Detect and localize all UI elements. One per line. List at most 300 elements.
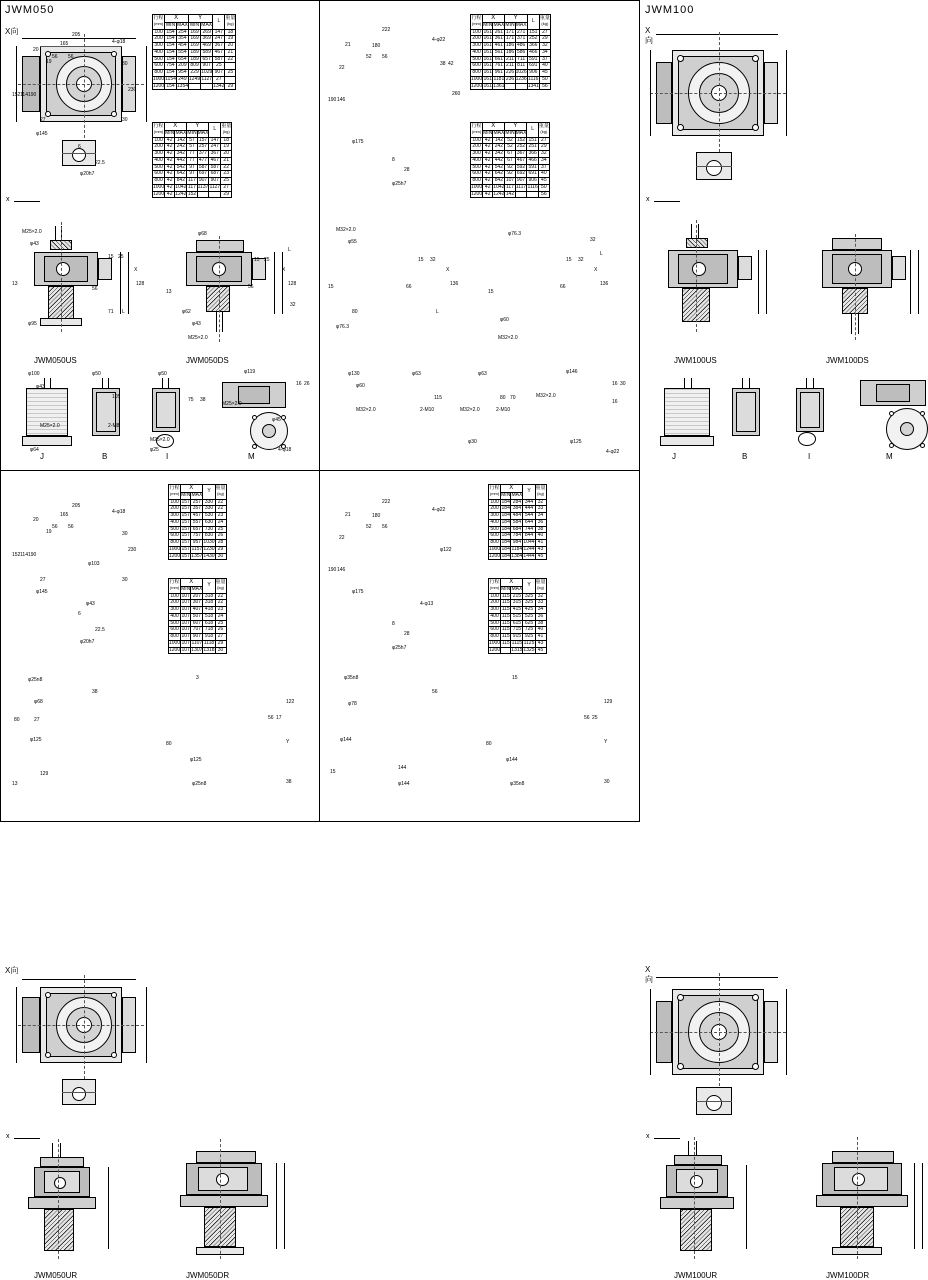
table-cell: 315 <box>512 599 522 606</box>
dimension-text: 15 <box>108 254 114 260</box>
table-cell: 42 <box>483 157 493 164</box>
table-cell: 22 <box>215 499 226 506</box>
table-cell: 67 <box>505 157 515 164</box>
dimension-text: 114 <box>20 92 28 98</box>
table-cell: 28 <box>215 540 226 547</box>
table-cell: 318 <box>204 599 214 606</box>
table-cell <box>209 191 221 198</box>
table-cell: 907 <box>192 633 202 640</box>
table-cell: 1307 <box>191 646 203 653</box>
th-xmax: MAX <box>493 129 505 136</box>
dimension-text: 56 <box>68 524 74 530</box>
figure-label-m-tr: M <box>886 452 893 461</box>
th-xmax: MAX <box>511 585 523 592</box>
table-cell: 400 <box>472 48 481 55</box>
dimension-text: φ145 <box>36 131 48 137</box>
th-xmin: MIN <box>483 129 493 136</box>
dimension-text: 230 <box>128 87 137 93</box>
dimension-text: 38 <box>92 689 98 695</box>
table-cell: 542 <box>494 163 504 170</box>
dimension-text: 205 <box>72 32 81 38</box>
table-cell: 342 <box>494 150 504 157</box>
dimension-text: 30 <box>122 61 128 67</box>
th-xmax: MAX <box>191 585 203 592</box>
th-y: Y <box>523 579 535 594</box>
table-cell: 100 <box>472 136 481 143</box>
table-cell: 600 <box>170 532 179 539</box>
th-y: Y <box>203 485 215 500</box>
dimension-text: φ60 <box>356 383 365 389</box>
table-cell: 171 <box>505 28 515 35</box>
table-cell: 442 <box>176 156 186 163</box>
table-cell: 354 <box>178 35 187 42</box>
table-cell: 33 <box>535 506 546 513</box>
th-xmin: MIN <box>165 21 176 28</box>
table-cell: 25 <box>215 620 226 627</box>
table-cell: 300 <box>472 42 481 49</box>
table-cell: 107 <box>181 612 190 619</box>
table-row <box>471 191 550 198</box>
dimension-text: L <box>436 309 439 315</box>
th-y: Y <box>523 485 535 500</box>
table-cell: 100 <box>154 136 163 143</box>
table-cell: 466 <box>529 48 538 55</box>
table-cell: 1000 <box>471 75 483 82</box>
figure-label-jwm100ur: JWM100UR <box>674 1271 718 1280</box>
dimension-text: 66 <box>560 284 566 290</box>
table-cell: 42 <box>165 191 175 198</box>
dimension-text: φ30 <box>468 439 477 445</box>
spec-table-jwm050_us <box>152 14 236 90</box>
dimension-text: 20 <box>33 47 39 53</box>
th-xmax: MAX <box>493 21 505 28</box>
spec-table-jwm100_ds <box>470 122 550 198</box>
table-cell: 467 <box>516 156 526 163</box>
table-cell: 257 <box>198 143 208 150</box>
table-cell: 252 <box>529 35 538 42</box>
table-cell: 557 <box>192 518 202 525</box>
table-cell: 1361 <box>493 82 505 89</box>
dimension-text: 129 <box>604 699 613 705</box>
table-cell: 186 <box>505 42 515 49</box>
dimension-text: X <box>134 267 138 273</box>
table-cell: 77 <box>187 151 197 158</box>
table-cell: 307 <box>192 599 202 606</box>
table-cell: 1342 <box>213 82 225 89</box>
table-cell: 1000 <box>471 183 483 190</box>
table-cell: 1115 <box>511 639 523 646</box>
table-cell: 43 <box>535 546 546 553</box>
th-weight: 重量 (kg) <box>215 485 226 500</box>
dimension-text: 27 <box>40 577 46 583</box>
table-cell: 400 <box>170 518 179 525</box>
spec-table-jwm100_ur <box>488 484 547 560</box>
table-cell: 30 <box>215 553 226 560</box>
table-cell: 184 <box>501 518 510 525</box>
table-cell: 169 <box>190 28 199 35</box>
table-cell: 587 <box>214 55 223 62</box>
dimension-text: φ145 <box>36 589 48 595</box>
table-cell: 43 <box>535 640 546 647</box>
table-cell: 466 <box>528 156 537 163</box>
table-cell: 37 <box>539 56 550 63</box>
table-cell: 157 <box>181 505 190 512</box>
table-cell: 32 <box>535 499 546 506</box>
table-cell: 800 <box>154 177 163 184</box>
table-cell: 42 <box>483 171 493 178</box>
table-cell: 1000 <box>153 75 165 82</box>
table-cell: 184 <box>501 505 510 512</box>
dimension-text: 190 <box>28 552 37 558</box>
dimension-text: 2-M8 <box>108 423 120 429</box>
dimension-text: 4-φ13 <box>420 601 434 607</box>
table-cell: 691 <box>529 62 538 69</box>
dimension-text: 32 <box>430 257 436 263</box>
th-y: Y <box>203 579 215 594</box>
table-cell: 800 <box>490 633 499 640</box>
figure-label-jwm100us: JWM100US <box>674 356 717 365</box>
dimension-text: 56 <box>382 54 388 60</box>
table-cell: 38 <box>535 620 546 627</box>
dimension-text: 32 <box>578 257 584 263</box>
table-cell: 184 <box>501 552 510 559</box>
table-cell: 1181 <box>493 75 505 82</box>
figure-label-jwm050us: JWM050US <box>34 356 77 365</box>
dimension-text: Y <box>604 739 608 745</box>
table-cell: 1116 <box>527 183 538 190</box>
table-cell: 554 <box>178 48 187 55</box>
dimension-text: 56 <box>248 284 254 290</box>
table-cell: 97 <box>187 164 197 171</box>
table-cell: 425 <box>524 606 534 613</box>
th-x: X <box>483 123 505 131</box>
table-cell: 236 <box>505 75 515 82</box>
table-cell: 261 <box>494 28 504 35</box>
table-cell: 169 <box>190 42 199 49</box>
table-cell: 42 <box>483 178 493 185</box>
dimension-text: 114 <box>20 552 28 558</box>
dimension-text: 8 <box>392 621 395 627</box>
table-cell: 56 <box>539 83 550 90</box>
table-cell: 45 <box>539 70 550 77</box>
table-cell: 34 <box>535 513 546 520</box>
dimension-text: 21 <box>345 42 351 48</box>
table-cell <box>515 191 527 198</box>
table-cell: 154 <box>166 82 175 89</box>
dimension-text: φ103 <box>88 561 100 567</box>
table-cell: 525 <box>524 612 534 619</box>
table-cell: 157 <box>181 552 190 559</box>
table-cell: 500 <box>472 163 481 170</box>
dimension-text: M25×2.0 <box>188 335 208 341</box>
table-cell: 200 <box>170 505 179 512</box>
table-cell: 211 <box>506 55 514 62</box>
figure-label-b-tr: B <box>742 452 748 461</box>
table-cell <box>189 83 201 90</box>
table-cell: 184 <box>501 498 510 505</box>
table-cell: 19 <box>225 36 236 43</box>
table-cell: 711 <box>515 56 527 63</box>
th-l: L <box>527 15 539 30</box>
table-cell: 229 <box>190 69 199 76</box>
dimension-text: 128 <box>288 281 297 287</box>
x-arrow-line-bl <box>14 1138 40 1139</box>
table-cell: 23 <box>221 171 232 178</box>
table-cell: 467 <box>210 156 219 163</box>
table-cell: 469 <box>202 42 211 49</box>
dimension-text: φ122 <box>440 547 452 553</box>
table-cell: 784 <box>512 532 522 539</box>
table-cell: 36 <box>535 519 546 526</box>
dimension-text: φ20h7 <box>80 171 95 177</box>
table-cell: 207 <box>192 592 202 599</box>
dimension-text: M25×2.0 <box>40 423 60 429</box>
dimension-text: 25 <box>118 254 124 260</box>
table-cell: 29 <box>539 36 550 43</box>
table-cell: 157 <box>181 525 190 532</box>
table-cell: 467 <box>214 48 223 55</box>
table-cell: 107 <box>181 633 190 640</box>
table-cell: 184 <box>501 545 510 552</box>
table-cell: 56 <box>538 191 549 198</box>
table-cell: 400 <box>490 518 499 525</box>
table-cell: 45 <box>535 553 546 560</box>
table-cell: 42 <box>483 191 493 198</box>
table-cell: 242 <box>494 143 504 150</box>
dimension-text: 15 <box>254 257 260 263</box>
table-cell: 800 <box>154 69 163 76</box>
dimension-text: 32 <box>290 302 296 308</box>
table-cell: 142 <box>494 136 504 143</box>
dimension-text: 28 <box>404 167 410 173</box>
table-cell: 691 <box>528 170 537 177</box>
th-xmin: MIN <box>483 21 493 28</box>
dimension-text: 8 <box>392 157 395 163</box>
table-cell: 100 <box>472 28 481 35</box>
table-cell: 366 <box>529 42 538 49</box>
table-cell: 34 <box>539 49 550 56</box>
table-cell: 25 <box>215 526 226 533</box>
table-cell: 1000 <box>489 545 501 552</box>
table-cell: 23 <box>215 607 226 614</box>
table-cell: 1200 <box>489 646 501 653</box>
dimension-text: φ25 <box>150 447 159 453</box>
x-direction-label-bl: X向 <box>5 966 19 975</box>
dimension-text: 56 <box>432 689 438 695</box>
x-arrow-line-br <box>654 1138 680 1139</box>
table-cell: 52 <box>505 137 515 144</box>
table-cell <box>197 191 209 198</box>
table-cell: 342 <box>176 150 186 157</box>
dimension-text: 15 <box>330 769 336 775</box>
table-cell: 32 <box>538 151 549 158</box>
table-cell: 744 <box>524 525 534 532</box>
dimension-text: φ43 <box>86 601 95 607</box>
dimension-text: 4-φ22 <box>606 449 620 455</box>
dimension-text: 56 <box>268 715 274 721</box>
dimension-text: 13 <box>166 289 172 295</box>
dimension-text: 13 <box>12 281 18 287</box>
th-x: X <box>165 15 189 23</box>
table-cell: 184 <box>501 512 510 519</box>
table-cell: 115 <box>501 592 510 599</box>
table-cell: 1000 <box>153 183 165 190</box>
table-cell: 42 <box>483 151 493 158</box>
table-cell: 591 <box>529 55 538 62</box>
table-cell: 1200 <box>153 82 165 89</box>
table-cell: 20 <box>225 43 236 50</box>
table-cell: 189 <box>190 48 199 55</box>
table-cell: 630 <box>204 518 214 525</box>
dimension-text: 42 <box>448 61 454 67</box>
table-cell: 269 <box>202 28 211 35</box>
table-cell: 1242 <box>175 190 187 197</box>
table-cell: 27 <box>221 184 232 191</box>
dimension-text: 4-φ22 <box>432 507 446 513</box>
dimension-text: φ25n8 <box>192 781 207 787</box>
table-cell: 22 <box>215 506 226 513</box>
table-cell: 1044 <box>523 539 535 546</box>
table-cell: 600 <box>154 62 163 69</box>
x-arrow-br: x <box>646 1133 650 1140</box>
table-cell: 100 <box>490 498 499 505</box>
table-cell: 25 <box>213 63 225 70</box>
dimension-text: 128 <box>136 281 145 287</box>
dimension-text: 15 <box>566 257 572 263</box>
table-cell: 154 <box>166 35 175 42</box>
table-cell: 1200 <box>153 190 165 197</box>
table-cell: 29 <box>215 640 226 647</box>
table-cell: 400 <box>170 612 179 619</box>
table-cell: 325 <box>524 592 534 599</box>
dimension-text: 52 <box>366 54 372 60</box>
table-cell: 249 <box>178 75 187 82</box>
dimension-text: 20 <box>33 517 39 523</box>
dimension-text: 165 <box>60 41 69 47</box>
dimension-text: φ43 <box>30 241 39 247</box>
table-cell: 42 <box>165 178 175 185</box>
dimension-text: 30 <box>122 577 128 583</box>
table-cell: 800 <box>490 539 499 546</box>
table-cell: 518 <box>204 612 214 619</box>
figure-label-jwm050dr: JWM050DR <box>186 1271 230 1280</box>
dimension-text: φ95 <box>28 321 37 327</box>
table-cell: 915 <box>512 633 522 640</box>
table-cell: 161 <box>483 48 492 55</box>
table-cell <box>201 83 213 90</box>
th-xmax: MAX <box>191 491 203 498</box>
dimension-text: 56 <box>92 286 98 292</box>
table-cell: 367 <box>516 150 526 157</box>
table-cell <box>527 191 538 198</box>
dimension-text: 19 <box>46 59 52 65</box>
table-cell: 27 <box>213 76 225 83</box>
dimension-text: 13 <box>12 781 18 787</box>
dimension-text: L <box>122 309 125 315</box>
th-x: X <box>181 579 203 587</box>
table-row <box>153 191 232 198</box>
th-x: X <box>165 123 187 131</box>
th-xmin: MIN <box>181 491 191 498</box>
table-cell: 117 <box>188 183 196 190</box>
table-cell: 1157 <box>191 545 203 552</box>
dimension-text: 80 <box>486 741 492 747</box>
table-cell: 444 <box>524 505 534 512</box>
dimension-text: φ60 <box>500 317 509 323</box>
dimension-text: 165 <box>60 512 69 518</box>
table-cell: 21 <box>221 157 232 164</box>
th-ymin: MIN <box>505 129 515 136</box>
table-cell: 21 <box>225 49 236 56</box>
table-cell: 251 <box>528 143 537 150</box>
table-cell: 24 <box>215 519 226 526</box>
dimension-text: φ35n8 <box>510 781 525 787</box>
table-cell: 618 <box>204 619 214 626</box>
dimension-text: 222 <box>382 27 391 33</box>
table-cell: 33 <box>535 600 546 607</box>
dimension-text: 27 <box>34 717 40 723</box>
th-stroke: 行程 (mm) <box>489 579 501 594</box>
table-cell: 300 <box>154 150 163 157</box>
dimension-text: 80 <box>14 717 20 723</box>
table-cell: 247 <box>210 143 219 150</box>
table-cell: 226 <box>505 69 515 76</box>
dimension-text: 25 <box>264 257 270 263</box>
table-cell: 418 <box>204 606 214 613</box>
dimension-text: M25×2.0 <box>22 229 42 235</box>
dimension-text: 16 <box>612 381 618 387</box>
table-cell: 600 <box>170 626 179 633</box>
table-cell: 1127 <box>209 183 221 190</box>
table-cell: 918 <box>204 633 214 640</box>
th-x: X <box>181 485 203 493</box>
table-cell: 1125 <box>523 639 535 646</box>
table-cell: 92 <box>505 171 515 178</box>
table-cell <box>505 83 515 90</box>
figure-label-i-tl: I <box>166 452 169 461</box>
table-cell: 1341 <box>527 82 539 89</box>
dimension-text: φ62 <box>182 309 191 315</box>
table-cell: 366 <box>528 150 537 157</box>
dimension-text: 70 <box>510 395 516 401</box>
dimension-text: 56 <box>52 524 58 530</box>
dimension-text: φ25n8 <box>28 677 43 683</box>
table-cell: 330 <box>204 498 214 505</box>
dimension-text: 180 <box>372 43 381 49</box>
dimension-text: 15 <box>418 257 424 263</box>
th-stroke: 行程 (mm) <box>153 123 165 138</box>
dimension-text: X <box>594 267 598 273</box>
figure-label-j-tl: J <box>40 452 44 461</box>
table-cell: 442 <box>494 156 504 163</box>
th-xmax: MAX <box>177 21 188 28</box>
x-direction-label-tr: X向 <box>645 26 653 45</box>
dimension-text: φ68 <box>34 699 43 705</box>
table-cell: 25 <box>225 70 236 77</box>
table-cell: 369 <box>202 35 211 42</box>
dimension-text: φ50 <box>158 371 167 377</box>
table-cell: 906 <box>529 69 538 76</box>
table-cell: 357 <box>192 505 202 512</box>
table-cell: 1118 <box>203 639 215 646</box>
model-title-jwm050: JWM050 <box>5 4 55 16</box>
th-y: Y <box>189 15 213 23</box>
table-cell: 400 <box>154 48 163 55</box>
table-cell: 1230 <box>203 545 215 552</box>
dimension-text: M32×2.0 <box>536 393 556 399</box>
table-cell: 484 <box>512 512 522 519</box>
model-title-jwm100: JWM100 <box>645 4 695 16</box>
